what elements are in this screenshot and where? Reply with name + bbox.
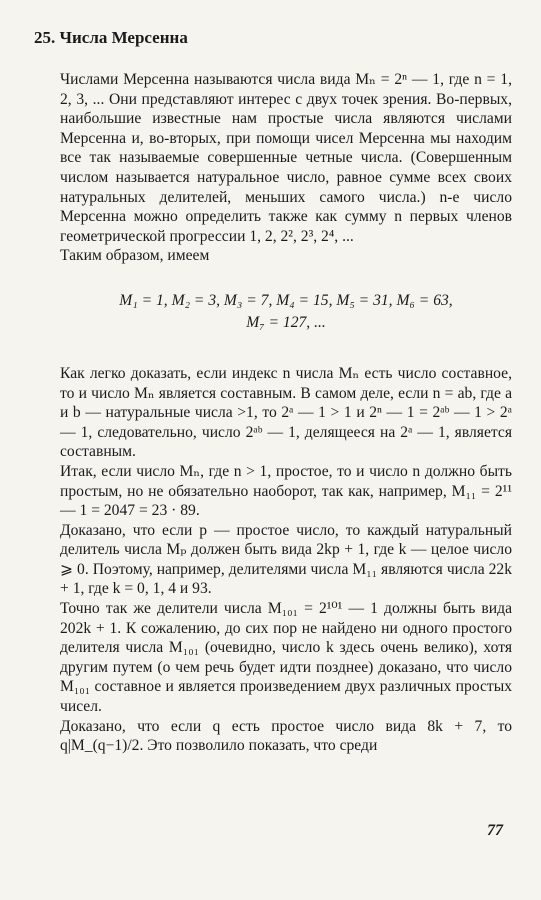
paragraph-3: Как легко доказать, если индекс n числа Mₙ есть число составное, то и число Mₙ является составным. В самом деле, если n = ab, где a и b — натуральные числа >1, то 2ᵃ — 1 > 1 и 2ⁿ — 1 = 2ᵃᵇ — 1 > 2ᵃ — 1, следовательно, число 2ᵃᵇ — 1, делящееся на 2ᵃ — 1, является составным.	[60, 364, 512, 461]
paragraph-5: Доказано, что если p — простое число, то каждый натуральный делитель числа Mₚ должен быть вида 2kp + 1, где k — целое число ⩾ 0. Поэтому, например, делителями числа M₁₁ являются числа 22k + 1, где k = 0, 1, 4 и 93.	[60, 521, 512, 598]
formula-line-2: M₇ = 127, ...	[246, 313, 326, 331]
paragraph-2: Таким образом, имеем	[60, 247, 210, 265]
paragraph-6: Точно так же делители числа M₁₀₁ = 2¹⁰¹ — 1 должны быть вида 202k + 1. К сожалению, до сих пор не найдено ни одного простого делителя числа M₁₀₁ (очевидно, число k здесь очень велико), хотя другим путем (о чем речь будет идти позднее) доказано, что число M₁₀₁ составное и является произведением двух различных простых чисел.	[60, 600, 512, 716]
mersenne-list-formula	[60, 290, 512, 334]
paragraph-4: Итак, если число Mₙ, где n > 1, простое, то и число n должно быть простым, но не обязательно наоборот, так как, например, M₁₁ = 2¹¹ — 1 = 2047 = 23 · 89.	[60, 462, 512, 520]
paragraph-7: Доказано, что если q есть простое число вида 8k + 7, то q|M_(q−1)/2. Это позволило показать, что среди	[60, 717, 512, 755]
page-number: 77	[487, 822, 503, 839]
paragraph-1: Числами Мерсенна называются числа вида Mₙ = 2ⁿ — 1, где n = 1, 2, 3, ... Они представляют интерес с двух точек зрения. Во-первых, наибольшие известные нам простые числа являются числами Мерсенна и, во-вторых, при помощи чисел Мерсенна мы находим все так называемые совершенные четные числа. (Совершенным числом называется натуральное число, равное сумме всех своих натуральных делителей, меньших самого числа.) n-е число Мерсенна можно определить также как сумму n первых членов геометрической прогрессии 1, 2, 2², 2³, 2⁴, ...	[60, 71, 512, 245]
section-title: 25. Числа Мерсенна	[34, 28, 188, 47]
formula-line-1: M₁ = 1, M₂ = 3, M₃ = 7, M₄ = 15, M₅ = 31, M₆ = 63,	[119, 291, 453, 309]
text-body	[60, 70, 512, 756]
